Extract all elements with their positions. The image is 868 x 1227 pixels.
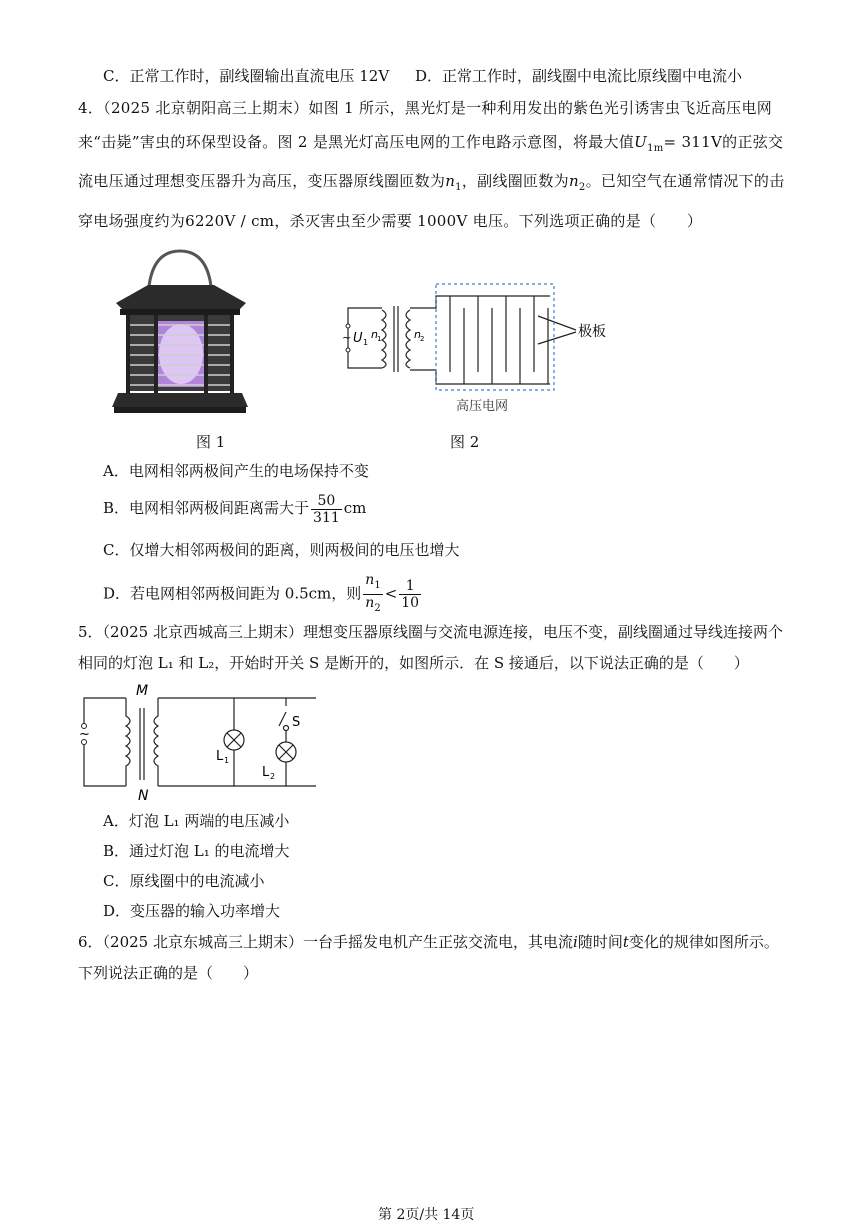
secondary-loop-q5 (158, 698, 316, 786)
q4-option-b-text: B．电网相邻两极间距离需大于 (103, 499, 310, 517)
ac-symbol-q5: ~ (79, 727, 90, 742)
frac-n2-var: n (365, 594, 375, 611)
u1m-sub: 1m (647, 142, 664, 154)
plate-pointer-1 (538, 316, 576, 330)
n1-label: n (371, 328, 378, 341)
question-5-line-1 (78, 622, 783, 642)
q6-text-3: 变化的规律如图所示。 (628, 933, 779, 951)
q6-text-2: 随时间 (577, 933, 623, 951)
ac-source-terminal-bottom (346, 348, 350, 352)
page-footer: 第 2页/共 14页 (378, 1207, 475, 1223)
u1-label: U (353, 331, 363, 346)
option-c-prev: C．正常工作时，副线圈输出直流电压 12V (103, 67, 390, 85)
label-l1: L (216, 749, 224, 764)
primary-loop-q5 (84, 698, 126, 786)
secondary-coil (406, 310, 410, 368)
q4-text-5: ，杀灭害虫至少需要 1000V 电压。下列选项正确的是（ ） (274, 212, 703, 231)
q4-option-b-unit: cm (343, 499, 367, 517)
q4-text-1: 如图 1 所示，黑光灯是一种利用发出的紫色光引诱害虫飞近高压电网来“击毙”害虫的环保型设备。图 2 是黑光灯高压电网的工作电路示意图，将最大值 (78, 99, 773, 151)
question-5-prefix: 5．（2025 北京西城高三上期末） (78, 623, 303, 641)
frac-1: 1 (399, 578, 421, 595)
secondary-wire-bottom (410, 370, 550, 384)
question-4-prefix: 4．（2025 北京朝阳高三上期末） (78, 99, 309, 117)
label-s: S (292, 715, 301, 730)
primary-coil-q5 (126, 698, 130, 786)
q5-option-d: D．变压器的输入功率增大 (103, 902, 281, 920)
n1-sub: 1 (455, 182, 462, 194)
q5-option-b: B．通过灯泡 L₁ 的电流增大 (103, 842, 290, 860)
figure-2-circuit (338, 280, 628, 415)
n2-label: n (414, 328, 421, 341)
frac-n1-sub: 1 (374, 579, 381, 591)
n2-sub: 2 (420, 335, 425, 343)
u1m-value: = 311V (663, 132, 723, 151)
q6-text-1: 一台手摇发电机产生正弦交流电，其电流 (303, 933, 574, 951)
q4-option-c: C．仅增大相邻两极间的距离，则两极间的电压也增大 (103, 541, 460, 559)
label-l2: L (262, 765, 270, 780)
n1-var: n (445, 172, 456, 191)
plate-pointer-2 (538, 332, 576, 344)
q4-text-3: ，副线圈匝数为 (461, 172, 569, 191)
secondary-wire-top (410, 296, 550, 308)
q4-option-a: A．电网相邻两极间产生的电场保持不变 (103, 462, 369, 480)
q4-text-4: 。已知空气在通常情况下的击穿电场强度约为 (78, 172, 785, 231)
question-5-text-1: 理想变压器原线圈与交流电源连接，电压不变，副线圈通过导线连接两个 (303, 623, 784, 641)
n2-var: n (568, 172, 579, 191)
q5-option-c: C．原线圈中的电流减小 (103, 872, 265, 890)
q4-option-d-text: D．若电网相邻两极间距为 0.5cm，则 (103, 584, 362, 603)
q4-text-2: 的正弦交流电压通过理想变压器升为高压，变压器原线圈匝数为 (78, 132, 784, 191)
figure-q5-transformer (76, 680, 316, 802)
label-n: N (138, 788, 149, 802)
frac-n1 (363, 572, 382, 595)
label-m: M (136, 683, 149, 699)
frac-n1-var: n (365, 572, 375, 588)
figure-1-caption: 图 1 (196, 433, 226, 451)
q5-option-a: A．灯泡 L₁ 两端的电压减小 (103, 812, 290, 830)
field-strength: 6220V / cm (185, 212, 275, 231)
question-6-line-2: 下列说法正确的是（ ） (78, 964, 259, 982)
question-6-line-1 (78, 932, 779, 952)
frac-den: 311 (313, 509, 340, 526)
lamp-base (112, 393, 248, 407)
t-var: t (622, 933, 629, 951)
secondary-coil-q5 (154, 698, 158, 786)
fraction-1-10 (399, 578, 421, 611)
q4-option-b (103, 490, 366, 526)
lamp-roof (116, 285, 246, 313)
grid-label: 高压电网 (456, 399, 509, 414)
fraction-n1-n2 (363, 572, 382, 617)
lamp-base-foot (114, 407, 246, 413)
ac-symbol: ~ (342, 331, 352, 344)
figure-1-lamp (108, 243, 253, 415)
figure-2-caption: 图 2 (450, 433, 480, 451)
plate-label: 极板 (578, 324, 606, 340)
n2-sub: 2 (578, 182, 586, 194)
q4-option-d (103, 572, 423, 617)
u1-sub: 1 (363, 338, 369, 347)
label-l1-sub: 1 (224, 756, 230, 765)
u1m-var: U (634, 132, 648, 151)
frac-n2-sub: 2 (374, 602, 381, 614)
primary-coil (382, 310, 386, 368)
frac-n2 (363, 595, 382, 617)
question-6-prefix: 6．（2025 北京东城高三上期末） (78, 933, 303, 951)
ac-source-terminal-top (346, 324, 350, 328)
n1-sub: 1 (377, 335, 382, 343)
fraction-50-311 (311, 493, 342, 526)
frac-num: 50 (311, 493, 342, 510)
frac-10: 10 (401, 594, 420, 611)
label-l2-sub: 2 (270, 772, 276, 781)
less-than: < (384, 584, 398, 603)
grid-boundary (436, 284, 554, 390)
question-5-line-2: 相同的灯泡 L₁ 和 L₂，开始时开关 S 是断开的，如图所示．在 S 接通后，以下说法正确的是（ ） (78, 654, 749, 672)
option-d-prev: D．正常工作时，副线圈中电流比原线圈中电流小 (415, 67, 743, 85)
lamp-roof-rim (120, 309, 240, 315)
i-var: i (573, 933, 578, 951)
question-4-stem (78, 92, 798, 239)
switch-terminal (284, 726, 289, 731)
switch-s (279, 712, 286, 726)
